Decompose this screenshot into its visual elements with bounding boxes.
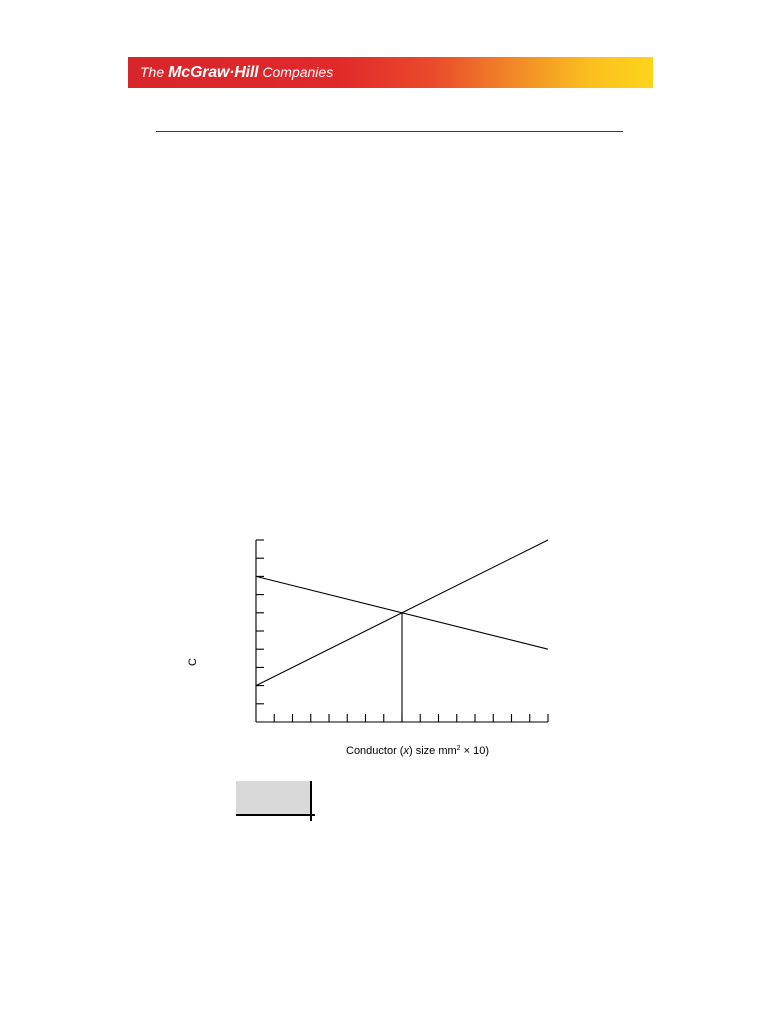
x-axis-label (346, 745, 489, 757)
table-rule-vertical (310, 781, 312, 821)
x-axis-label-part: × 10) (460, 745, 489, 757)
table-header-cell (236, 781, 311, 814)
x-axis-label-superscript: 2 (456, 745, 461, 752)
table-rule-horizontal (236, 814, 315, 816)
x-axis-label-part: Conductor ( (346, 745, 404, 757)
logo-the: The (140, 63, 165, 80)
x-axis-label-part: ) size mm (408, 745, 457, 757)
y-axis-label: C (187, 658, 199, 666)
logo-brand: McGraw·Hill (168, 63, 259, 81)
x-axis-label-variable: x (403, 745, 409, 757)
logo-companies: Companies (262, 63, 334, 80)
